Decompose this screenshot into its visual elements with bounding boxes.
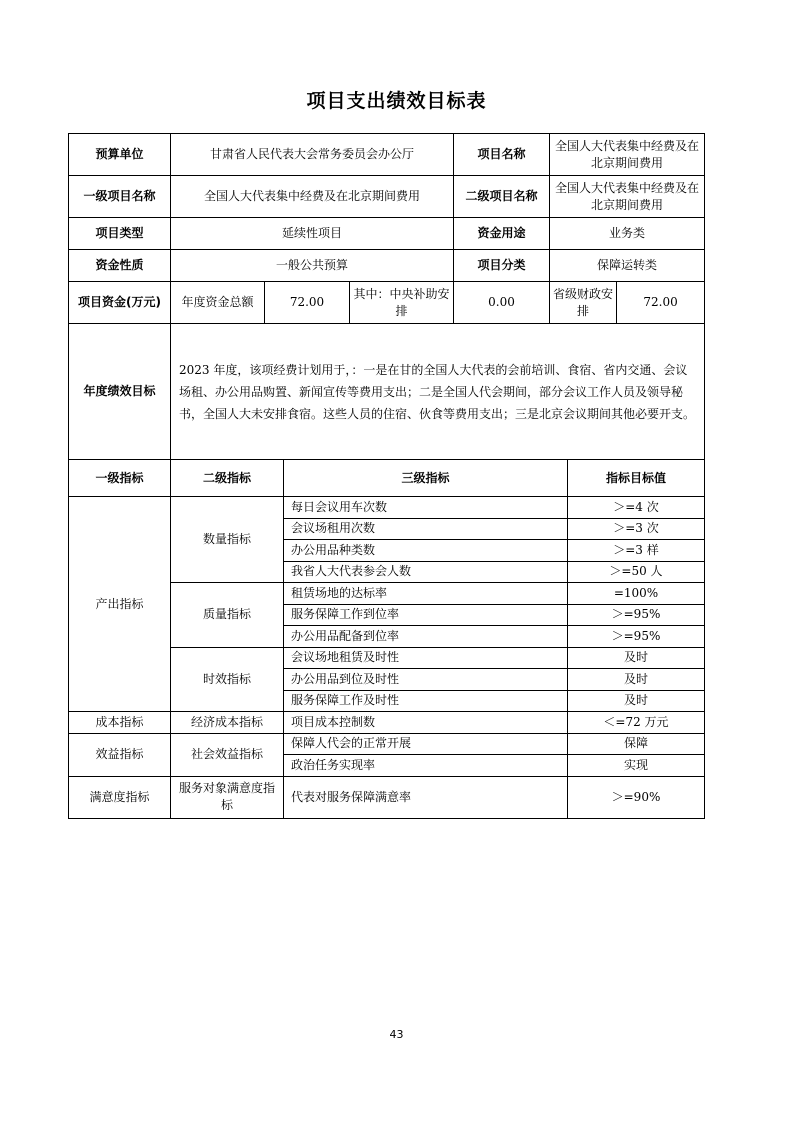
indicator-name: 办公用品配备到位率: [284, 626, 568, 648]
indicator-value: ＞=90%: [568, 776, 705, 818]
annual-goal-text: 2023 年度，该项经费计划用于，：一是在甘的全国人大代表的会前培训、食宿、省内交通、会议场租、办公用品购置、新闻宣传等费用支出；二是全国人代会期间，部分会议工作人员及领导秘书，全国人大未安排食宿。这些人员的住宿、伙食等费用支出；三是北京会议期间其他必要开支。: [171, 324, 705, 460]
indicator-value: ＞=3 次: [568, 518, 705, 540]
level2-project-label: 二级项目名称: [454, 176, 550, 218]
level2-quality: 质量指标: [171, 583, 284, 648]
indicator-value: 及时: [568, 669, 705, 691]
annual-total-value: 72.00: [265, 282, 350, 324]
indicator-name: 会议场地租赁及时性: [284, 647, 568, 669]
project-name-value: 全国人大代表集中经费及在北京期间费用: [550, 134, 705, 176]
indicator-value: ＞=50 人: [568, 561, 705, 583]
indicator-name: 每日会议用车次数: [284, 497, 568, 519]
indicator-name: 租赁场地的达标率: [284, 583, 568, 605]
budget-unit-label: 预算单位: [69, 134, 171, 176]
level1-satisfaction: 满意度指标: [69, 776, 171, 818]
indicator-name: 服务保障工作到位率: [284, 604, 568, 626]
indicator-value: ＞=95%: [568, 626, 705, 648]
central-subsidy-label: 其中：中央补助安排: [350, 282, 454, 324]
level1-project-value: 全国人大代表集中经费及在北京期间费用: [171, 176, 454, 218]
funds-label: 项目资金(万元): [69, 282, 171, 324]
level2-service-satisfaction: 服务对象满意度指标: [171, 776, 284, 818]
header-target: 指标目标值: [568, 460, 705, 497]
project-category-value: 保障运转类: [550, 250, 705, 282]
indicator-name: 办公用品种类数: [284, 540, 568, 562]
indicator-value: ＞=3 样: [568, 540, 705, 562]
provincial-label: 省级财政安排: [550, 282, 617, 324]
indicator-name: 会议场租用次数: [284, 518, 568, 540]
indicator-name: 服务保障工作及时性: [284, 690, 568, 712]
central-subsidy-value: 0.00: [454, 282, 550, 324]
indicator-name: 保障人代会的正常开展: [284, 733, 568, 755]
indicator-name: 办公用品到位及时性: [284, 669, 568, 691]
level1-cost: 成本指标: [69, 712, 171, 734]
indicator-value: 及时: [568, 647, 705, 669]
level1-project-label: 一级项目名称: [69, 176, 171, 218]
page-title: 项目支出绩效目标表: [306, 90, 487, 112]
level2-quantity: 数量指标: [171, 497, 284, 583]
level2-social-benefit: 社会效益指标: [171, 733, 284, 776]
project-name-label: 项目名称: [454, 134, 550, 176]
level2-project-value: 全国人大代表集中经费及在北京期间费用: [550, 176, 705, 218]
level1-output: 产出指标: [69, 497, 171, 712]
header-level2: 二级指标: [171, 460, 284, 497]
indicator-value: 及时: [568, 690, 705, 712]
indicator-value: ＞=4 次: [568, 497, 705, 519]
fund-nature-value: 一般公共预算: [171, 250, 454, 282]
indicator-value: 保障: [568, 733, 705, 755]
budget-unit-value: 甘肃省人民代表大会常务委员会办公厅: [171, 134, 454, 176]
annual-total-label: 年度资金总额: [171, 282, 265, 324]
header-level1: 一级指标: [69, 460, 171, 497]
fund-use-label: 资金用途: [454, 218, 550, 250]
indicators-table: [68, 459, 705, 819]
indicator-value: 实现: [568, 755, 705, 777]
level1-benefit: 效益指标: [69, 733, 171, 776]
level2-economic-cost: 经济成本指标: [171, 712, 284, 734]
indicator-name: 我省人大代表参会人数: [284, 561, 568, 583]
provincial-value: 72.00: [617, 282, 705, 324]
indicator-value: ＜=72 万元: [568, 712, 705, 734]
page-number: 43: [389, 1028, 404, 1041]
fund-use-value: 业务类: [550, 218, 705, 250]
indicator-value: =100%: [568, 583, 705, 605]
fund-nature-label: 资金性质: [69, 250, 171, 282]
project-type-label: 项目类型: [69, 218, 171, 250]
indicator-value: ＞=95%: [568, 604, 705, 626]
annual-goal-label: 年度绩效目标: [69, 324, 171, 460]
header-level3: 三级指标: [284, 460, 568, 497]
indicator-name: 项目成本控制数: [284, 712, 568, 734]
level2-timeliness: 时效指标: [171, 647, 284, 712]
project-type-value: 延续性项目: [171, 218, 454, 250]
project-category-label: 项目分类: [454, 250, 550, 282]
project-info-table: [68, 133, 705, 460]
indicator-name: 政治任务实现率: [284, 755, 568, 777]
indicator-name: 代表对服务保障满意率: [284, 776, 568, 818]
